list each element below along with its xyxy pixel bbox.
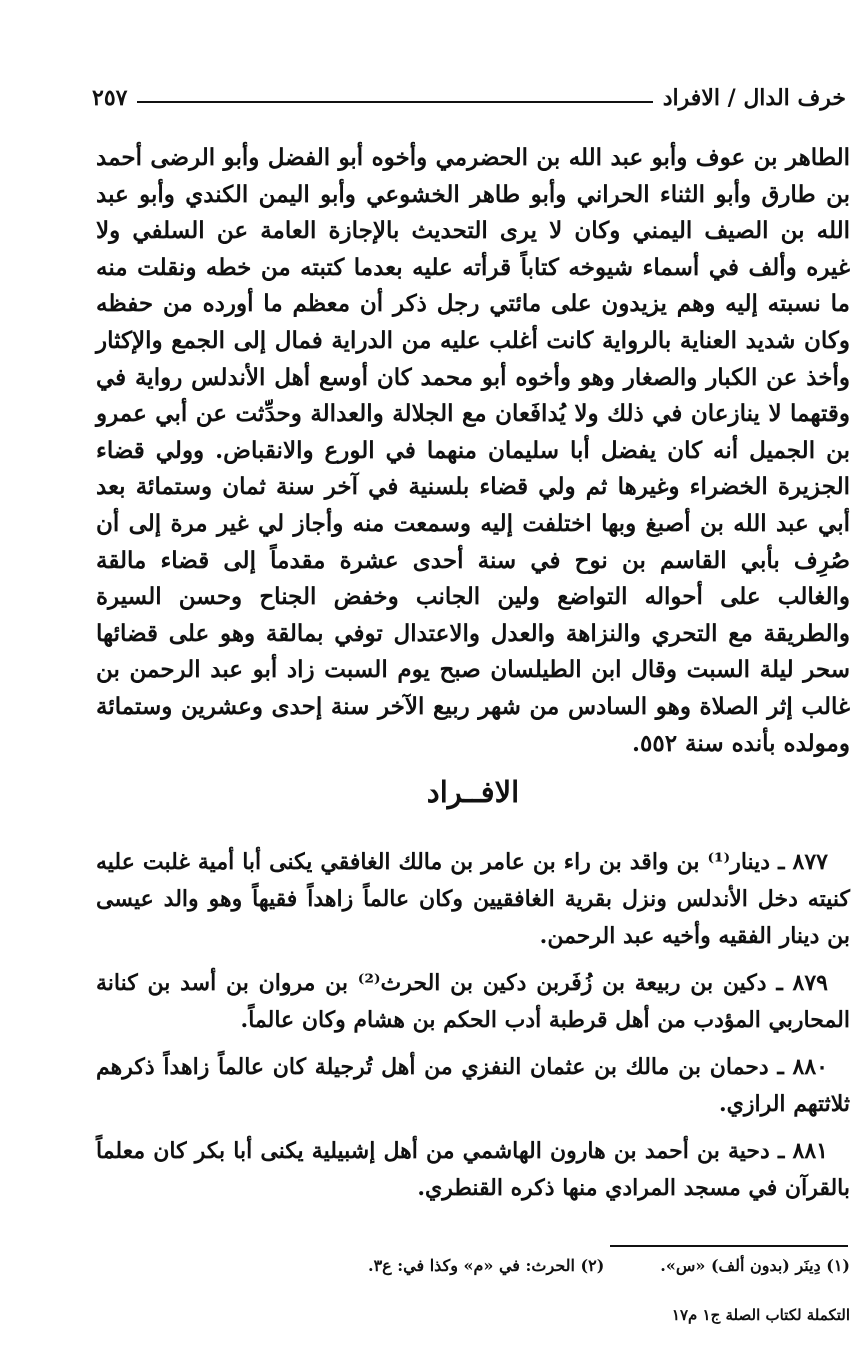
entry-881: ٨٨١ ـ دحية بن أحمد بن هارون الهاشمي من أهل إشبيلية يكنى أبا بكر كان معلماً بالقرآن في مسجد المرادي منها ذكره القنطري. [96, 1138, 850, 1201]
section-title: الافــراد [426, 775, 520, 809]
footnote-2: (٢) الحرث: في «م» وكذا في: ع٣. [367, 1256, 605, 1275]
header-rule [137, 101, 652, 103]
footnote-1: (١) دِينَر (بدون ألف) «س». [660, 1256, 850, 1275]
entries-list [96, 844, 850, 1217]
entry-880: ٨٨٠ ـ دحمان بن مالك بن عثمان النفزي من أهل تُرجيلة كان عالماً زاهداً ذكرهم ثلاثتهم الرازي. [96, 1054, 850, 1117]
entry-879: ٨٧٩ ـ دكين بن ربيعة بن زُفَربن دكين بن الحرث⁽²⁾ بن مروان بن أسد بن كنانة المحاربي المؤدب من أهل قرطبة أدب الحكم بن هشام وكان عالماً. [96, 970, 850, 1033]
body-paragraph: الطاهر بن عوف وأبو عبد الله بن الحضرمي وأخوه أبو الفضل وأبو الرضى أحمد بن طارق وأبو الثناء الحراني وأبو طاهر الخشوعي وأبو اليمن الكندي وأبو عبد الله بن الصيف اليمني وكان لا يرى التحديث بالإجازة العامة عن السلفي ولا غيره وألف في أسماء شيوخه كتاباً قرأته عليه بعدما كتبته من خطه ونقلت منه ما نسبته إليه وهم يزيدون على مائتي رجل ذكر أن معظم ما أورده من حفظه وكان شديد العناية بالرواية كانت أغلب عليه من الدراية فمال إلى الجمع والإكثار وأخذ عن الكبار والصغار وهو وأخوه أبو محمد كان أوسع أهل الأندلس رواية في وقتهما لا ينازعان في ذلك ولا يُدافَعان مع الجلالة والعدالة وحدِّثت عن أبي عمرو بن الجميل أنه كان يفضل أبا سليمان منهما في الورع والانقباض. وولي قضاء الجزيرة الخضراء وغيرها ثم ولي قضاء بلسنية في آخر سنة ثمان وستمائة بعد أبي عبد الله بن أصبغ وبها اختلفت إليه وسمعت منه وأجاز لي غير مرة إلى أن صُرِف بأبي القاسم بن نوح في سنة أحدى عشرة مقدماً إلى قضاء مالقة والغالب على أحواله التواضع ولين الجانب وخفض الجناح وحسن السيرة والطريقة مع التحري والنزاهة والعدل والاعتدال توفي بمالقة وهو على قضائها سحر ليلة السبت وقال ابن الطيلسان صبح يوم السبت زاد أبو عبد الرحمن بن غالب إثر الصلاة وهو السادس من شهر ربيع الآخر سنة إحدى وعشرين وستمائة ومولده بأنده سنة ٥٥٢. [96, 144, 850, 757]
running-title: خرف الدال / الافراد [662, 85, 846, 111]
footnote-rule [610, 1245, 848, 1247]
printer-signature: التكملة لكتاب الصلة ج١ م١٧ [671, 1306, 850, 1324]
page-header [92, 82, 846, 114]
entry-877: ٨٧٧ ـ دينار⁽¹⁾ بن واقد بن راء بن عامر بن مالك الغافقي يكنى أبا أمية غلبت عليه كنيته دخل الأندلس ونزل بقرية الغافقيين وكان عالماً زاهداً فقيهاً وهو والد عيسى بن دينار الفقيه وأخيه عبد الرحمن. [96, 849, 850, 949]
page-number: ٢٥٧ [92, 85, 128, 111]
footnotes [96, 1256, 850, 1275]
